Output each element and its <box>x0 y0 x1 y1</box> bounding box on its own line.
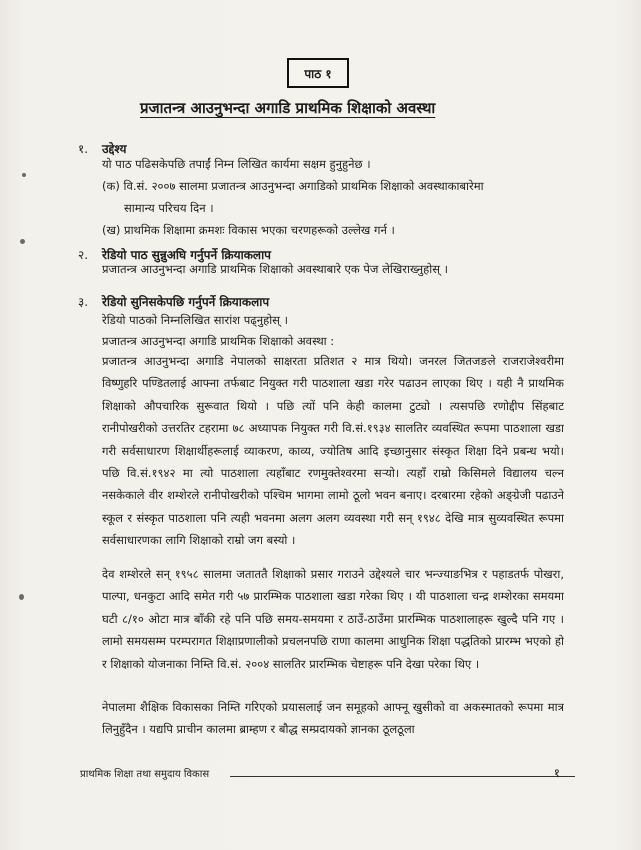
section-line: सामान्य परिचय दिन । <box>124 201 214 215</box>
page-number: १ <box>553 766 560 780</box>
section-heading-post-activity <box>78 293 269 310</box>
lesson-number-box: पाठ १ <box>287 58 349 88</box>
paragraph-text: देव शम्शेरले सन् १९५८ सालमा जताततै शिक्षाको प्रसार गराउने उद्देश्यले चार भन्ज्याङभित्र र पहाडतर्फ पोखरा, पाल्पा, धनकुटा आदि समेत गरी ५७ प्रारम्भिक पाठशाला खडा गरेका थिए । यी पाठशाला चन्द्र शम्शेरका समयमा घटी ८/१० ओटा मात्र बाँकी रहे पनि पछि समय-समयमा र ठाउँ-ठाउँमा प्रारम्भिक पाठशालाहरू खुल्दै पनि गए । लामो समयसम्म परम्परागत शिक्षाप्रणालीको प्रचलनपछि राणा कालमा आधुनिक शिक्षा पद्धतिको प्रारम्भ भएको हो र शिक्षाको योजनाका निम्ति वि.सं. २००४ सालतिर प्रारम्भिक चेष्टाहरू पनि देखा परेका थिए । <box>102 567 564 671</box>
paragraph-text: नेपालमा शैक्षिक विकासका निम्ति गरिएको प्रयासलाई जन समूहको आफ्नू खुसीको वा अकस्मातको रूपमा मात्र लिनुहुँदैन । यद्यपि प्राचीन कालमा ब्राम्हण र बौद्ध सम्प्रदायको ज्ञानका ठूलठूला <box>102 700 564 737</box>
scan-speck <box>22 173 26 177</box>
scan-speck <box>20 239 25 244</box>
section-line: प्रजातन्त्र आउनुभन्दा अगाडि प्राथमिक शिक्षाको अवस्था : <box>102 334 335 348</box>
section-number: १. <box>78 142 89 156</box>
scan-speck <box>19 594 24 600</box>
section-heading-text: उद्देश्य <box>102 142 127 156</box>
section-heading-text: रेडियो पाठ सुन्नुअघि गर्नुपर्ने क्रियाकलाप <box>102 248 271 262</box>
paragraph-text: प्रजातन्त्र आउनुभन्दा अगाडि नेपालको साक्षरता प्रतिशत २ मात्र थियो। जनरल जितजङले राजराजेश्वरीमा विष्णुहरि पण्डितलाई आफ्ना तर्फबाट नियुक्त गरी पाठशाला खडा गरेर पढाउन लाएका थिए । यही नै प्राथमिक शिक्षाको औपचारिक सुरूवात थियो । पछि त्यों पनि केही कालमा टुट्यो । त्यसपछि रणोद्दीप सिंहबाट रानीपोखरीको उत्तरतिर टहरामा ७८ अध्यापक नियुक्त गरी वि.सं.१९३४ सालतिर व्यवस्थित रूपमा पाठशाला खडा गरी सर्वसाधारण शिक्षार्थीहरूलाई व्याकरण, काव्य, ज्योतिष आदि इच्छानुसार संस्कृत शिक्षा दिने प्रबन्ध भयो। पछि वि.सं.१९४२ मा त्यो पाठशाला त्यहाँबाट रणमुक्तेश्वरमा सऱ्यो। त्यहाँ राम्रो किसिमले विद्यालय चल्न नसकेकाले वीर शम्शेरले रानीपोखरीको पश्चिम भागमा लामो ठूलो भवन बनाए। दरबारमा रहेको अङ्ग्रेजी पढाउने स्कूल र संस्कृत पाठशाला पनि त्यही भवनमा अलग अलग व्यवस्था गरी सन् १९४८ देखि मात्र सुव्यवस्थित रूपमा सर्वसाधारणका लागि शिक्षाको राम्रो जग बस्यो । <box>102 354 564 548</box>
section-number: ३. <box>78 295 89 309</box>
footer-course-title: प्राथमिक शिक्षा तथा समुदाय विकास <box>80 769 210 780</box>
section-number: २. <box>78 248 89 262</box>
section-line: (क) वि.सं. २००७ सालमा प्रजातन्त्र आउनुभन्दा अगाडिको प्राथमिक शिक्षाको अवस्थाकाबारेमा <box>102 179 484 193</box>
page-footer <box>80 766 560 786</box>
footer-rule <box>230 776 575 777</box>
section-line: (ख) प्राथमिक शिक्षामा क्रमशः विकास भएका चरणहरूको उल्लेख गर्न । <box>102 223 395 237</box>
body-paragraph <box>102 696 564 744</box>
page-title: प्रजातन्त्र आउनुभन्दा अगाडि प्राथमिक शिक्षाको अवस्था <box>140 99 436 117</box>
section-line: रेडियो पाठको निम्नलिखित सारांश पढ्नुहोस् । <box>102 313 288 327</box>
section-heading-text: रेडियो सुनिसकेपछि गर्नुपर्ने क्रियाकलाप <box>102 295 270 309</box>
body-paragraph <box>102 563 564 683</box>
section-line: यो पाठ पढिसकेपछि तपाईं निम्न लिखित कार्यमा सक्षम हुनुहुनेछ । <box>102 157 371 171</box>
section-line: प्रजातन्त्र आउनुभन्दा अगाडि प्राथमिक शिक्षाको अवस्थाबारे एक पेज लेखिराख्नुहोस् । <box>102 262 449 276</box>
body-paragraph <box>102 350 564 550</box>
